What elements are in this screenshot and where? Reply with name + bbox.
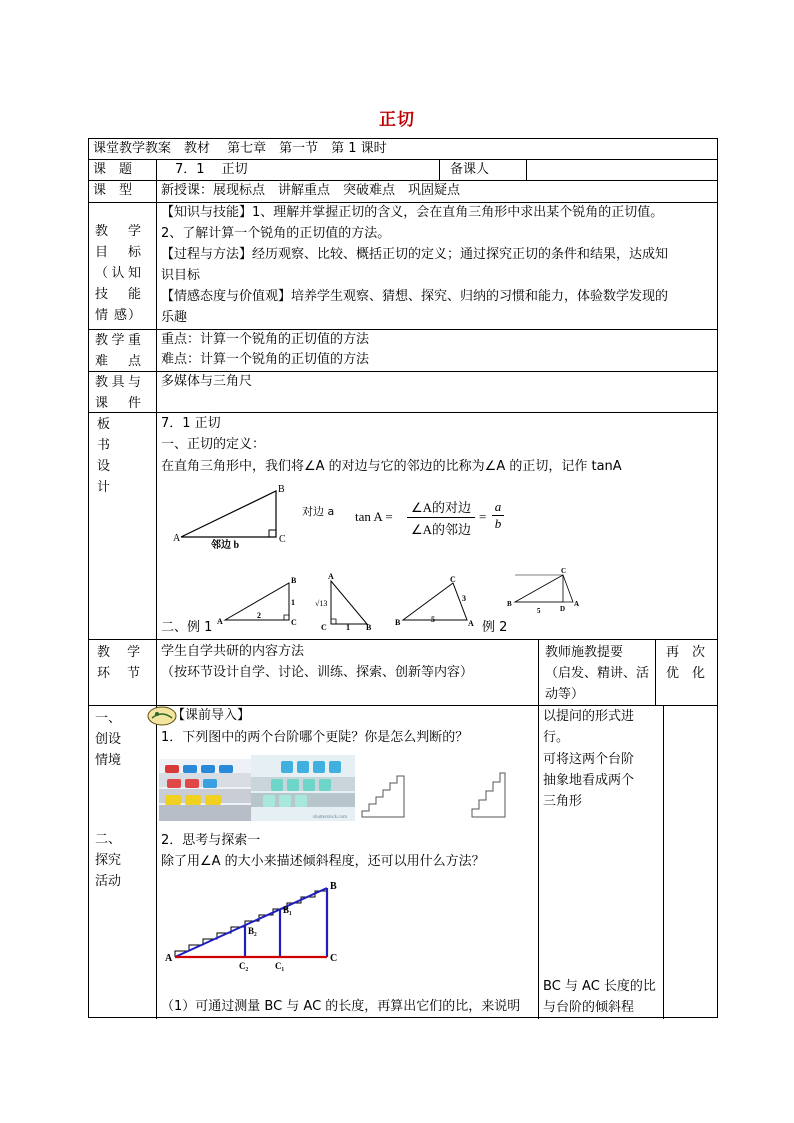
svg-text:1: 1 — [346, 623, 350, 631]
stadium-seats-image-1 — [159, 759, 251, 821]
reoptimize-col-header: 再 次 优 化 — [666, 645, 706, 681]
col-divider — [156, 159, 157, 639]
method-1-text: （1）可通过测量 BC 与 AC 的长度，再算出它们的比，来说明 — [161, 999, 521, 1014]
svg-text:B: B — [291, 576, 297, 585]
svg-text:C: C — [291, 618, 297, 627]
tools-value: 多媒体与三角尺 — [161, 374, 253, 389]
tri-vertex-b: B — [278, 484, 285, 495]
svg-text:A: A — [328, 573, 334, 581]
lesson-type-value: 新授课：展现标点 讲解重点 突破难点 巩固疑点 — [161, 183, 461, 198]
stage-2-label: 二、 探究 活动 — [95, 832, 122, 889]
svg-text:B₂: B₂ — [248, 926, 257, 936]
svg-text:C₁: C₁ — [275, 961, 285, 971]
example-triangle-2 — [315, 573, 373, 631]
student-col-header: 学生自学共研的内容方法 — [161, 644, 305, 659]
example-triangle-4 — [507, 565, 587, 617]
svg-text:A: A — [574, 600, 580, 608]
svg-text:C: C — [321, 623, 327, 631]
header-row-text: 课堂教学教案 教材 第七章 第一节 第 1 课时 — [93, 141, 387, 156]
svg-text:C: C — [450, 575, 456, 584]
svg-text:1: 1 — [291, 598, 295, 607]
page-title: 正切 — [379, 110, 415, 130]
difficulty-text: 难点：计算一个锐角的正切值的方法 — [161, 352, 370, 367]
row-divider — [89, 412, 717, 413]
preparer-label: 备课人 — [450, 162, 490, 177]
key-points-text — [161, 330, 369, 370]
image-watermark: shutterstock.com — [313, 815, 348, 820]
question-2: 2．思考与探索一 — [161, 833, 261, 848]
question-1: 1．下列图中的两个台阶哪个更陡？你是怎么判断的？ — [161, 730, 469, 745]
topic-label: 课 题 — [93, 162, 133, 177]
lesson-plan-table: 课堂教学教案 教材 第七章 第一节 第 1 课时 课 题 7．1 正切 备课人 课 型 新授课：展现标点 讲解重点 突破难点 巩固疑点 教 学 目 标 （认知 技 能 情 感） 【知识与技能】1、理解并掌握正切的含义，会在直角三角形中求出某个锐角的正切值。 2、了解计算一个锐角的正切值的方法。 【过程与方法】经历观察、比较、概括正切的定义；通过探究正切的条件和结果，达成知 识目标 【情感态度与价值观】培养学生观察、猜想、探究、归纳的习惯和能力，体验数学发现的 乐趣 教学重 难 点 重点：计算一个锐角的正切值的方法 难点：计算一个锐角的正切值的方法 教具与 课 件 多媒体与三角尺 板 书 设 计 7．1 正切 一、正切的定义： 在直角三角形中，我们将∠A 的对边与它的邻边的比称为∠A 的正切，记作 tanA A B C 邻边 b 对边 a tan A = ∠A的对边 ∠A的邻边 = a b B A C 1 2 A C B √13 1 B C A 3 5 C B D A 5 二、例 1 例 2 教 学 环 节 学生自学共研的内容方法 （按环节设计自学、讨论、训练、探索、创新等内容） 教师施教提要 （启发、精讲、活 动等） 再 次 优 化 一、 创设 情境 二、 探究 活动 【课前导入】 1．下列图中的两个台阶哪个更陡？你是怎么判断的？ shutterstock.com 2．思考与探索一 除了用∠A 的大小来描述倾斜程度，还可以用什么方法？ A B B₁ B₂ C C₁ C₂ （1）可通过测量 BC 与 AC 的长度，再算出它们的比，来说明 以提问的形式进 行。 可将这两个台阶 抽象地看成两个 三角形 BC 与 AC 长度的比 与台阶的倾斜程 — [88, 138, 718, 1018]
student-col-subheader: （按环节设计自学、讨论、训练、探索、创新等内容） — [161, 665, 474, 680]
col-divider — [655, 639, 656, 705]
col-divider — [439, 159, 440, 180]
question-2-text: 除了用∠A 的大小来描述倾斜程度，还可以用什么方法？ — [161, 854, 485, 869]
key-points-label: 教学重 难 点 — [95, 333, 141, 369]
stadium-seats-image-2 — [251, 755, 355, 821]
example-2-label: 例 2 — [482, 620, 508, 635]
tri-vertex-a: A — [173, 533, 181, 544]
col-divider — [538, 639, 539, 1019]
teacher-note-1: 以提问的形式进 行。 — [543, 709, 635, 745]
svg-text:A: A — [468, 619, 474, 628]
focus-text: 重点：计算一个锐角的正切值的方法 — [161, 332, 370, 347]
staircase-diagram — [165, 881, 349, 975]
teacher-note-3: BC 与 AC 长度的比 与台阶的倾斜程 — [543, 979, 656, 1015]
svg-text:C: C — [561, 567, 567, 575]
svg-text:A: A — [165, 953, 173, 964]
topic-value: 7．1 正切 — [175, 162, 248, 177]
opposite-label: 对边 a — [302, 505, 335, 518]
svg-text:B: B — [366, 623, 372, 631]
svg-text:2: 2 — [257, 611, 261, 620]
adjacent-label: 邻边 b — [211, 540, 240, 549]
col-divider — [156, 639, 157, 1019]
lesson-type-label: 课 型 — [93, 183, 133, 198]
definition-triangle — [161, 479, 291, 549]
example-1-label: 二、例 1 — [161, 620, 213, 635]
stair-outline-1 — [359, 767, 409, 821]
stair-outline-2 — [469, 761, 509, 821]
stage-1-label: 一、 创设 情境 — [95, 711, 122, 768]
svg-text:5: 5 — [537, 607, 541, 615]
svg-text:C₂: C₂ — [239, 961, 249, 971]
svg-text:B₁: B₁ — [283, 905, 292, 915]
row-divider — [89, 639, 717, 640]
svg-text:C: C — [330, 953, 338, 964]
teacher-col-header: 教师施教提要 （启发、精讲、活 动等） — [545, 645, 650, 702]
board-label: 板 书 设 计 — [97, 417, 111, 495]
definition-heading: 一、正切的定义： — [161, 437, 266, 452]
svg-text:B: B — [395, 618, 401, 627]
col-divider — [526, 159, 527, 180]
objectives-label: 教 学 目 标 （认知 技 能 情 感） — [95, 224, 141, 323]
svg-text:3: 3 — [462, 594, 466, 603]
svg-text:5: 5 — [431, 615, 435, 624]
tri-vertex-c: C — [279, 534, 286, 545]
intro-heading: 【课前导入】 — [172, 708, 251, 723]
svg-text:D: D — [560, 605, 566, 613]
svg-text:B: B — [330, 881, 337, 892]
tools-label: 教具与 课 件 — [95, 375, 141, 411]
board-heading: 7．1 正切 — [161, 416, 221, 431]
stage-col-header: 教 学 环 节 — [97, 645, 141, 681]
example-triangle-3 — [395, 575, 475, 631]
svg-text:A: A — [217, 617, 223, 626]
svg-text:√13: √13 — [315, 599, 328, 608]
definition-text: 在直角三角形中，我们将∠A 的对边与它的邻边的比称为∠A 的正切，记作 tanA — [161, 459, 622, 474]
example-triangle-1 — [217, 571, 301, 627]
col-divider — [663, 705, 664, 1019]
svg-text:B: B — [507, 600, 512, 608]
teacher-note-2: 可将这两个台阶 抽象地看成两个 三角形 — [543, 752, 635, 809]
objectives-text: 【知识与技能】1、理解并掌握正切的含义，会在直角三角形中求出某个锐角的正切值。 2、了解计算一个锐角的正切值的方法。 【过程与方法】经历观察、比较、概括正切的定义；通过探究正切的条件和结果，达成知 识目标 【情感态度与价值观】培养学生观察、猜想、探究、归纳的习惯和能力，体验数学发现的 乐趣 — [161, 205, 669, 325]
